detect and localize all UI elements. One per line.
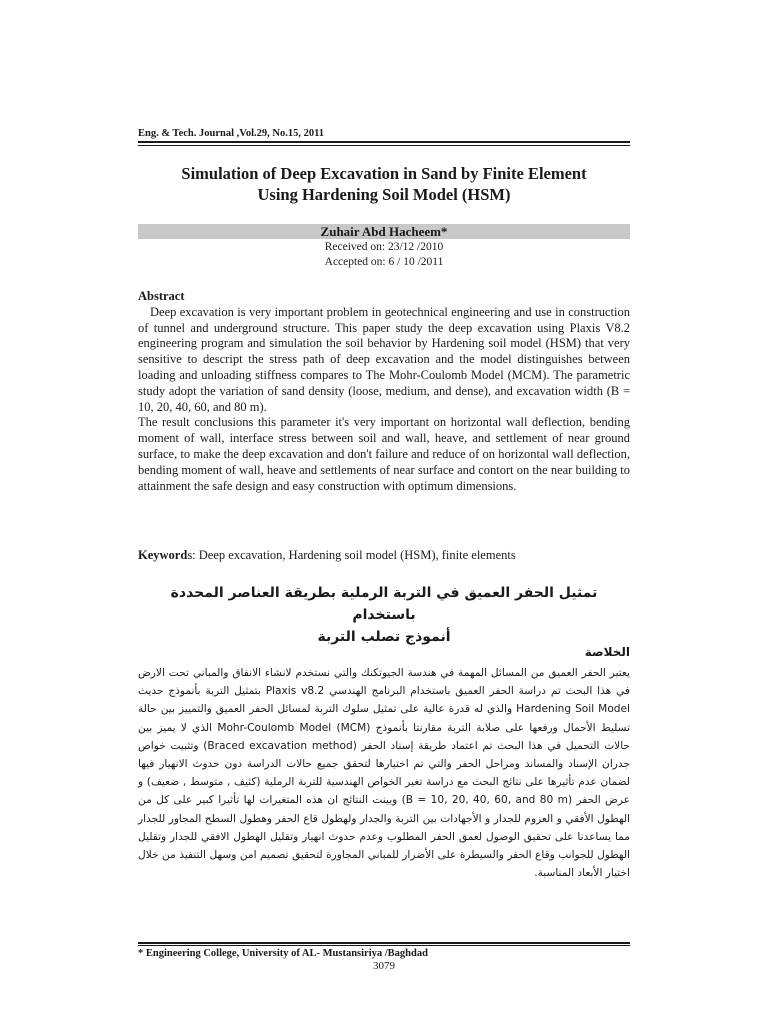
abstract-section: [138, 289, 630, 494]
keywords-text: s: Deep excavation, Hardening soil model (HSM), finite elements: [187, 548, 516, 562]
journal-header-text: Eng. & Tech. Journal ,Vol.29, No.15, 2011: [138, 128, 325, 139]
journal-header: [138, 128, 630, 143]
keywords-line: [138, 547, 630, 563]
author-affiliation-footnote: * Engineering College, University of AL- Mustansiriya /Baghdad: [138, 948, 428, 959]
page-number: 3079: [373, 960, 395, 972]
received-date: Received on: 23/12 /2010: [324, 241, 444, 253]
title-line-1: Simulation of Deep Excavation in Sand by Finite Element: [181, 164, 587, 183]
arabic-abstract-text: يعتبر الحفر العميق من المسائل المهمة في هندسة الجيوتكنك والتي نستخدم لانشاء الانفاق والمباني تحت الارض في هذا البحث تم دراسة الحفر العميق باستخدام البرنامج الهندسي Plaxis v8.2 بتمثيل التربة بأنموذج حديث Hardening Soil Model والذي له قدرة عالية على تمثيل سلوك التربة لمسائل الحفر العميق والتمييز بين حالة تسليط الأحمال ورفعها على صلابة التربة مقارنتا بأنموذج Mohr-Coulomb Model (MCM) الذي لا يميز بين حالات التحميل في هذا البحث تم اعتماد طريقة إسناد الحفر (Braced excavation method) وتثبيت خواص جدران الإسناد والمساند ومراحل الحفر والتي تم اختيارها لتحقق جميع حالات الدراسة دون حدوث الانهيار فيها لضمان عدم تأثيرها على نتائج البحث مع دراسة تغير الخواص الهندسية للتربة الرملية (كثيف , متوسط , ضعيف) و عرض الحفر (B = 10, 20, 40, 60, and 80 m) وبينت النتائج ان هذه المتغيرات لها تأثيرا كبير على كل من الهطول الأفقي و العزوم للجدار و الأجهادات بين التربة والجدار ولهطول قاع الحفر وهطول السطح المجاور للجدار مما يساعدنا على تحقيق الوصول لعمق الحفر المطلوب وعدم حدوث انهيار وتقليل الهطول الافقي للجدار وتقليل الهطول للجوانب وقاع الحفر والسيطرة على الأضرار للمباني المجاورة لتحقيق تصميم امن وسهل التنفيذ من خلال اختيار الأبعاد المناسبة.: [138, 667, 630, 880]
header-rule: [138, 145, 630, 146]
keywords-label: Keyword: [138, 548, 188, 562]
abstract-heading: Abstract: [138, 289, 185, 303]
dates-block: [138, 240, 630, 270]
title-line-2: Using Hardening Soil Model (HSM): [257, 185, 511, 204]
author-name: Zuhair Abd Hacheem*: [138, 224, 630, 239]
arabic-title: [138, 582, 630, 648]
abstract-paragraph-2: The result conclusions this parameter it's very important on horizontal wall deflection, bending moment of wall, interface stress between soil and wall, heave, and settlement of near ground surface, to make the deep excavation and don't failure and reduce of on horizontal wall deflection, bending moment of wall, heave and settlements of near surface and contort on the near building to attainment the safe design and easy construction with optimum dimensions.: [138, 415, 630, 493]
footer-rule-inner: [138, 945, 630, 946]
accepted-date: Accepted on: 6 / 10 /2011: [324, 256, 444, 268]
arabic-title-line-1: تمثيل الحفر العميق في التربة الرملية بطريقة العناصر المحددة باستخدام: [170, 585, 598, 623]
paper-title: [138, 163, 630, 205]
abstract-paragraph-1: Deep excavation is very important problem in geotechnical engineering and use in construction of tunnel and underground structure. This paper study the deep excavation using Plaxis V8.2 engineering program and simulation the soil behavior by Hardening soil model (HSM) that very sensitive to descript the stress path of deep excavation and the model distinguishes between loading and unloading stiffness compares to The Mohr-Coulomb Model (MCM). The parametric study adopt the variation of sand density (loose, medium, and dense), and excavation width (B = 10, 20, 40, 60, and 80 m).: [138, 304, 630, 414]
arabic-abstract-body: [138, 664, 630, 882]
arabic-title-line-2: أنموذج تصلب التربة: [317, 629, 451, 645]
arabic-abstract-heading: الخلاصة: [584, 645, 630, 659]
footer-rule: [138, 942, 630, 944]
